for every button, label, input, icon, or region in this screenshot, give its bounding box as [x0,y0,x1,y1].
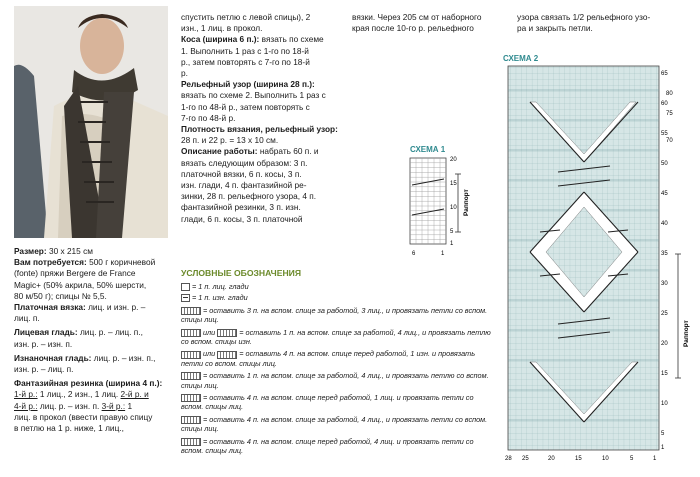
materials-label: Вам потребуется: [14,257,87,268]
s2-row-65: 65 [661,71,668,77]
rib-row3-text: 1 [127,400,133,411]
legend [181,268,491,456]
relief-line-2: 7-го по 48-й р. [181,112,236,123]
density-value: 28 п. и 22 р. = 13 х 10 см. [181,135,279,146]
garter-label: Платочная вязка: [14,302,86,313]
right-text-col2 [517,12,687,34]
legend-item-6: = оставить 1 п. на вспом. спице за работой, 4 лиц., и провязать петлю со вспом. спицы лиц. [181,371,489,390]
s2-col-5: 5 [630,456,634,462]
legend-item-5: = оставить 4 п. на вспом. спице перед работой, 1 изн. и провязать петли со вспом. спицы лиц. [181,349,476,368]
s2-row-25: 25 [661,311,668,317]
s2-row-15: 15 [661,371,668,377]
materials-line-1: (fonte) пряжи Bergere de France [14,268,136,279]
s1-col-6: 6 [412,251,416,257]
cable-line-2: р., затем повторять с 7-го по 18-й [181,56,310,67]
s1-row-10: 10 [450,205,457,211]
rib-row24-text: лиц. р. – изн. п. [39,400,100,411]
s2-row-30: 30 [661,281,668,287]
stockinette-line-1: изн. р. – изн. п. [14,338,73,349]
cross-4x1-front-icon [181,351,201,359]
s2-row-55: 55 [661,131,668,137]
legend-title: УСЛОВНЫЕ ОБОЗНАЧЕНИЯ [181,268,302,278]
schema1-chart [404,152,482,264]
s2-row-10: 10 [661,401,668,407]
rib-row3: 3-й р.: [101,400,126,411]
right-text-col1 [352,12,492,34]
rib-row1: 1-й р.: [14,389,38,400]
reverse-label: Изнаночная гладь: [14,352,92,363]
s2-row-70: 70 [666,138,673,144]
s1-row-5: 5 [450,229,454,235]
legend-or-1: или [203,349,216,359]
mid-top-1: изн., 1 лиц. в прокол. [181,23,263,34]
description-line-0: набрать 60 п. и [259,146,319,157]
s2-row-20: 20 [661,341,668,347]
s1-col-1: 1 [441,251,445,257]
left-text-column [14,246,172,434]
legend-item-1: = 1 п. изн. глади [192,293,248,303]
description-line-6: глади, 6 п. косы, 3 п. платочной [181,213,303,224]
description-line-5: фантазийной резинки, 3 п. изн. [181,202,301,213]
materials-line-2: Magic+ (50% акрила, 50% шерсти, [14,279,147,290]
schema1-title: СХЕМА 1 [410,145,446,154]
description-line-3: изн. глади, 4 п. фантазийной ре- [181,180,307,191]
rib-label: Фантазийная резинка (ширина 4 п.): [14,378,163,389]
cross-1x4-knit-back-icon [181,372,201,380]
size-value: 30 х 215 см [48,246,93,256]
s1-row-15: 15 [450,181,457,187]
schema2-title: СХЕМА 2 [503,54,539,63]
description-line-4: зинки, 28 п. рельефного узора, 4 п. [181,191,317,202]
description-line-2: платочной вязки, 6 п. косы, 3 п. [181,168,302,179]
cable-4x4-back-icon [181,416,201,424]
s2-col-1: 1 [653,456,657,462]
garter-line-1: лиц. п. [14,313,40,324]
rib-tail-1: в петлю на 1 р. ниже, 1 лиц., [14,423,124,434]
s2-row-35: 35 [661,251,668,257]
legend-item-4: = оставить 1 п. на вспом. спице за работой, 4 лиц., и провязать петлю со вспом. спицы изн. [181,327,491,347]
rib-row4: 4-й р.: [14,400,38,411]
s2-row-80: 80 [666,91,673,97]
s2-row-50: 50 [661,161,668,167]
relief-line-1: 1-го по 48-й р., затем повторять с [181,101,310,112]
s2-row-1: 1 [661,445,665,451]
scarf-photo [14,6,168,238]
right-col1-line-1: края после 10-го р. рельефного [352,23,474,34]
materials-line-3: 80 м/50 г); спицы № 5,5. [14,290,107,301]
mid-top-0: спустить петлю с левой спицы), 2 [181,12,311,22]
middle-text-column [181,12,341,225]
rib-tail-0: лиц. в прокол (ввести правую спицу [14,411,153,422]
cross-4x1-knit-front-icon [181,394,201,402]
s2-col-15: 15 [575,456,582,462]
s2-row-60: 60 [661,101,668,107]
s2-col-28: 28 [505,456,512,462]
legend-item-2: = оставить 3 п. на вспом. спице за работой, 3 лиц., и провязать петли со вспом. спицы лиц. [181,305,488,325]
purl-symbol-icon [181,294,190,302]
s2-col-25: 25 [522,456,529,462]
s2-row-5: 5 [661,431,665,437]
schema2-chart [500,62,696,474]
s1-row-20: 20 [450,157,457,163]
description-label: Описание работы: [181,146,258,157]
cable-line-0: вязать по схеме [261,34,324,45]
right-col2-line-1: ра и закрыть петли. [517,23,593,34]
s2-row-45: 45 [661,191,668,197]
cross-1x4-back-icon [181,329,201,337]
s2-repeat-label: Раппорт [683,320,690,347]
description-line-1: вязать следующим образом: 3 п. [181,157,308,168]
knit-symbol-icon [181,283,190,291]
density-label: Плотность вязания, рельефный узор: [181,124,338,135]
cable-line-1: 1. Выполнить 1 раз с 1-го по 18-й [181,45,309,56]
cable-4x4-front-icon [181,438,201,446]
cable-3x3-icon [181,307,201,315]
garter-line-0: лиц. и изн. р. – [88,302,146,313]
legend-item-9: = оставить 4 п. на вспом. спице перед работой, 4 лиц. и провязать петли со вспом. спицы лиц. [181,436,474,456]
scarf-photo-illustration [14,6,168,238]
cable-label: Коса (ширина 6 п.): [181,34,260,45]
legend-item-7: = оставить 4 п. на вспом. спице перед работой, 1 лиц. и провязать петли со вспом. спицы лиц. [181,393,474,412]
s2-row-75: 75 [666,111,673,117]
stockinette-label: Лицевая гладь: [14,327,78,338]
reverse-line-0: лиц. р. – изн. п., [93,352,156,363]
legend-item-8: = оставить 4 п. на вспом. спице за работой, 4 лиц., и провязать петли со вспом. спицы лиц. [181,414,488,434]
cross-4x1-front-alt-icon [217,351,237,359]
s1-row-1: 1 [450,241,454,247]
relief-line-0: вязать по схеме 2. Выполнить 1 раз с [181,90,326,101]
reverse-line-1: изн. р. – лиц. п. [14,364,74,375]
rib-row1-text: 1 лиц., 2 изн., 1 лиц. [39,389,119,400]
s1-repeat-label: Раппорт [463,189,470,216]
materials-line-0: 500 г коричневой [89,257,156,268]
stockinette-line-0: лиц. р. – лиц. п., [79,327,143,338]
right-col1-line-0: вязки. Через 205 см от наборного [352,12,482,22]
cross-1x4-back-alt-icon [217,329,237,337]
legend-item-0: = 1 п. лиц. глади [192,282,249,291]
s2-col-20: 20 [548,456,555,462]
relief-label: Рельефный узор (ширина 28 п.): [181,79,315,90]
s2-row-40: 40 [661,221,668,227]
s2-col-10: 10 [602,456,609,462]
right-col2-line-0: узора связать 1/2 рельефного узо- [517,12,651,22]
cable-line-3: р. [181,68,188,79]
rib-row2: 2-й р. и [120,389,149,400]
legend-or-0: или [203,327,216,337]
size-label: Размер: [14,246,47,256]
